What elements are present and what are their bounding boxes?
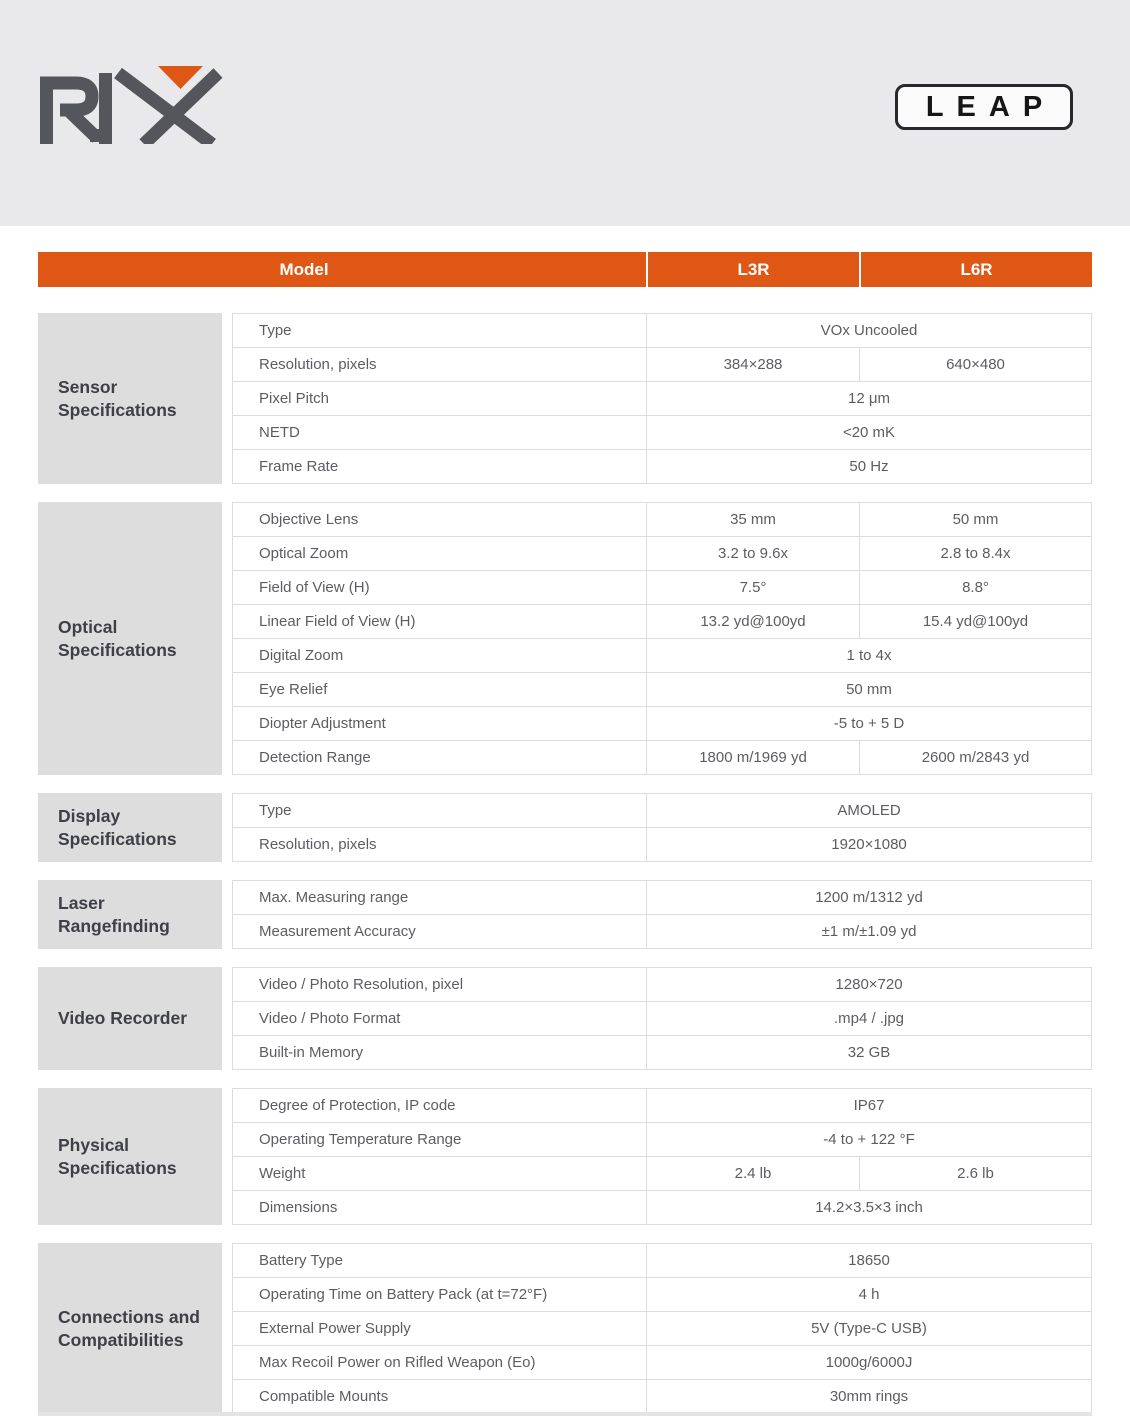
- row-value-shared: 4 h: [858, 1286, 880, 1303]
- spec-row: [232, 1380, 1092, 1414]
- row-value-shared: .mp4 / .jpg: [833, 1010, 905, 1027]
- section-rows: [232, 967, 1092, 1070]
- page-bottom-edge: [38, 1412, 1092, 1416]
- row-value-shared: 1200 m/1312 yd: [815, 889, 923, 906]
- row-label: Resolution, pixels: [233, 348, 647, 381]
- row-label: Operating Temperature Range: [233, 1123, 647, 1156]
- spec-row: [232, 1191, 1092, 1225]
- section-gap: [222, 502, 232, 775]
- row-label: Objective Lens: [233, 503, 647, 536]
- section-title: Physical Specifications: [38, 1088, 222, 1225]
- section-title: Display Specifications: [38, 793, 222, 862]
- rix-logo: [40, 64, 226, 144]
- row-value-shared: IP67: [853, 1097, 885, 1114]
- section-rows: [232, 1088, 1092, 1225]
- section-rows: [232, 793, 1092, 862]
- row-value-shared: 12 μm: [848, 390, 890, 407]
- row-value-shared: AMOLED: [837, 802, 901, 819]
- row-label: Detection Range: [233, 741, 647, 774]
- section-title: Sensor Specifications: [38, 313, 222, 484]
- row-label: Field of View (H): [233, 571, 647, 604]
- row-value-l6r: 2.6 lb: [957, 1165, 994, 1182]
- row-value-shared: 1920×1080: [831, 836, 907, 853]
- row-label: Linear Field of View (H): [233, 605, 647, 638]
- row-label: Max. Measuring range: [233, 881, 647, 914]
- spec-row: [232, 503, 1092, 537]
- row-value-shared: 30mm rings: [829, 1388, 909, 1405]
- spec-row: [232, 639, 1092, 673]
- spec-row: [232, 382, 1092, 416]
- row-value-shared: 14.2×3.5×3 inch: [815, 1199, 923, 1216]
- column-header-l3r: [648, 252, 859, 287]
- row-label: Frame Rate: [233, 450, 647, 483]
- row-value-l6r: 50 mm: [952, 511, 999, 528]
- section-title: Optical Specifications: [38, 502, 222, 775]
- spec-row: [232, 915, 1092, 949]
- row-label: Built-in Memory: [233, 1036, 647, 1069]
- section-block: [38, 1088, 1092, 1225]
- row-label: Measurement Accuracy: [233, 915, 647, 948]
- row-label: Type: [233, 794, 647, 827]
- row-value-shared: ±1 m/±1.09 yd: [821, 923, 917, 940]
- row-value-shared: -5 to + 5 D: [833, 715, 905, 732]
- section-block: [38, 313, 1092, 484]
- row-label: Dimensions: [233, 1191, 647, 1224]
- row-value-shared: VOx Uncooled: [820, 322, 918, 339]
- row-value-l6r: 15.4 yd@100yd: [922, 613, 1029, 630]
- column-header-l3r-label: L3R: [737, 259, 770, 279]
- row-value-shared: 1000g/6000J: [825, 1354, 913, 1371]
- row-label: Resolution, pixels: [233, 828, 647, 861]
- row-value-l6r: 2.8 to 8.4x: [940, 545, 1011, 562]
- row-label: Battery Type: [233, 1244, 647, 1277]
- model-header-row: [38, 252, 1092, 287]
- spec-row: [232, 314, 1092, 348]
- row-value-l3r: 7.5°: [647, 571, 860, 604]
- section-gap: [222, 1088, 232, 1225]
- spec-row: [232, 741, 1092, 775]
- row-label: Compatible Mounts: [233, 1380, 647, 1413]
- spec-row: [232, 1244, 1092, 1278]
- row-label: Digital Zoom: [233, 639, 647, 672]
- row-label: Pixel Pitch: [233, 382, 647, 415]
- row-label: NETD: [233, 416, 647, 449]
- spec-row: [232, 605, 1092, 639]
- row-value-l3r: 2.4 lb: [647, 1157, 860, 1190]
- section-rows: [232, 880, 1092, 949]
- spec-row: [232, 1346, 1092, 1380]
- model-header-cell: [38, 252, 646, 287]
- section-gap: [222, 313, 232, 484]
- row-value-l3r: 13.2 yd@100yd: [647, 605, 860, 638]
- section-rows: [232, 502, 1092, 775]
- section-title: Connections and Compatibilities: [38, 1243, 222, 1414]
- spec-row: [232, 1123, 1092, 1157]
- section-rows: [232, 1243, 1092, 1414]
- row-value-shared: 50 Hz: [849, 458, 889, 475]
- row-label: Operating Time on Battery Pack (at t=72°F): [233, 1278, 647, 1311]
- spec-row: [232, 571, 1092, 605]
- row-label: Video / Photo Format: [233, 1002, 647, 1035]
- row-label: Diopter Adjustment: [233, 707, 647, 740]
- row-label: Eye Relief: [233, 673, 647, 706]
- leap-badge: [895, 84, 1073, 130]
- row-label: Max Recoil Power on Rifled Weapon (Eo): [233, 1346, 647, 1379]
- row-label: Optical Zoom: [233, 537, 647, 570]
- row-value-shared: 1280×720: [835, 976, 903, 993]
- row-value-l3r: 1800 m/1969 yd: [647, 741, 860, 774]
- spec-sections: [38, 313, 1092, 1419]
- row-value-l6r: 2600 m/2843 yd: [921, 749, 1030, 766]
- row-value-shared: 1 to 4x: [846, 647, 892, 664]
- spec-row: [232, 794, 1092, 828]
- row-value-shared: 18650: [848, 1252, 890, 1269]
- spec-row: [232, 1002, 1092, 1036]
- row-value-shared: 50 mm: [846, 681, 892, 698]
- section-block: [38, 1243, 1092, 1414]
- section-gap: [222, 793, 232, 862]
- row-value-shared: -4 to + 122 °F: [823, 1131, 915, 1148]
- row-value-shared: 32 GB: [847, 1044, 891, 1061]
- spec-row: [232, 1089, 1092, 1123]
- spec-row: [232, 828, 1092, 862]
- section-title: Video Recorder: [38, 967, 222, 1070]
- spec-row: [232, 537, 1092, 571]
- row-value-shared: 5V (Type-C USB): [811, 1320, 927, 1337]
- spec-row: [232, 1157, 1092, 1191]
- section-gap: [222, 967, 232, 1070]
- section-title: Laser Rangefinding: [38, 880, 222, 949]
- spec-row: [232, 968, 1092, 1002]
- row-value-l3r: 35 mm: [647, 503, 860, 536]
- model-header-label: Model: [279, 259, 329, 279]
- section-block: [38, 880, 1092, 949]
- column-header-l6r: [861, 252, 1092, 287]
- row-label: Type: [233, 314, 647, 347]
- spec-row: [232, 1036, 1092, 1070]
- row-value-l3r: 3.2 to 9.6x: [647, 537, 860, 570]
- row-value-l3r: 384×288: [647, 348, 860, 381]
- section-block: [38, 967, 1092, 1070]
- spec-row: [232, 348, 1092, 382]
- row-value-shared: <20 mK: [842, 424, 896, 441]
- row-label: Degree of Protection, IP code: [233, 1089, 647, 1122]
- row-label: Weight: [233, 1157, 647, 1190]
- spec-row: [232, 416, 1092, 450]
- spec-row: [232, 1312, 1092, 1346]
- section-block: [38, 502, 1092, 775]
- row-label: External Power Supply: [233, 1312, 647, 1345]
- section-block: [38, 793, 1092, 862]
- section-gap: [222, 880, 232, 949]
- section-rows: [232, 313, 1092, 484]
- row-label: Video / Photo Resolution, pixel: [233, 968, 647, 1001]
- spec-row: [232, 881, 1092, 915]
- spec-row: [232, 1278, 1092, 1312]
- row-value-l6r: 640×480: [946, 356, 1005, 373]
- column-header-l6r-label: L6R: [960, 259, 993, 279]
- section-gap: [222, 1243, 232, 1414]
- row-value-l6r: 8.8°: [962, 579, 989, 596]
- spec-row: [232, 673, 1092, 707]
- leap-badge-label: LEAP: [925, 90, 1056, 123]
- spec-row: [232, 707, 1092, 741]
- spec-row: [232, 450, 1092, 484]
